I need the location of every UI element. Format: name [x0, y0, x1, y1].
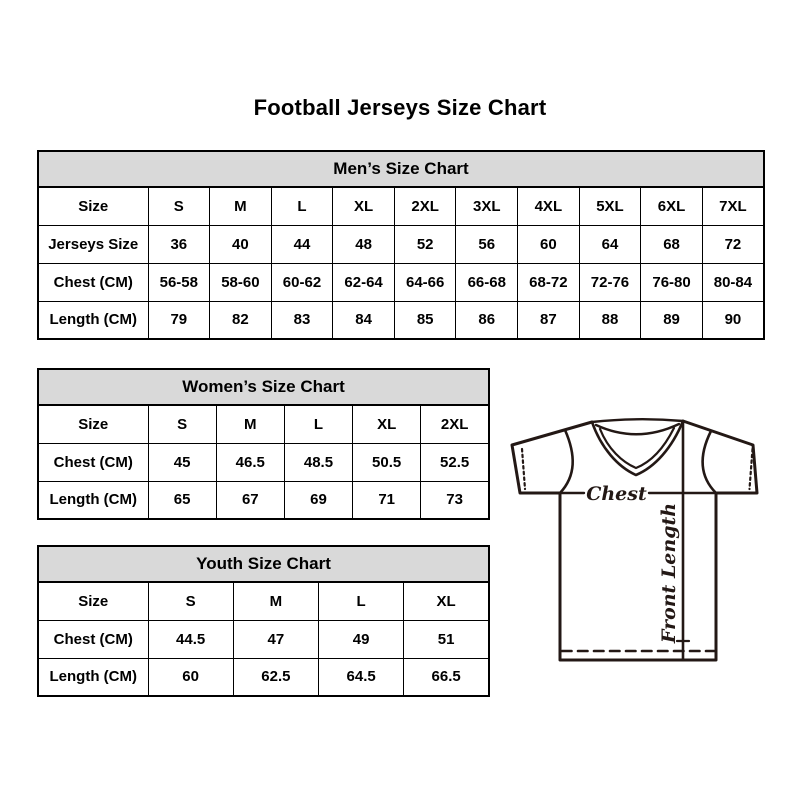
data-cell: 72-76: [579, 263, 641, 301]
data-cell: 60: [518, 225, 580, 263]
data-cell: 3XL: [456, 187, 518, 225]
table-row: [38, 481, 489, 519]
row-label: Chest (CM): [38, 620, 148, 658]
collar-back-arc: [596, 424, 679, 434]
data-cell: 45: [148, 443, 216, 481]
table-row: [38, 620, 489, 658]
left-armhole-seam: [560, 430, 573, 493]
page-title: Football Jerseys Size Chart: [253, 95, 547, 120]
row-label: Size: [38, 405, 148, 443]
data-cell: M: [210, 187, 272, 225]
data-cell: 62.5: [233, 658, 318, 696]
data-cell: 2XL: [421, 405, 489, 443]
table-row: [38, 443, 489, 481]
table-row: [38, 263, 764, 301]
data-cell: 2XL: [394, 187, 456, 225]
data-cell: 86: [456, 301, 518, 339]
data-cell: 76-80: [641, 263, 703, 301]
table-row: [38, 658, 489, 696]
data-cell: 56: [456, 225, 518, 263]
row-label: Chest (CM): [38, 443, 148, 481]
data-cell: 51: [404, 620, 489, 658]
jersey-measurement-diagram: [505, 413, 770, 673]
table-row: [38, 582, 489, 620]
data-cell: 82: [210, 301, 272, 339]
table-header-title: Youth Size Chart: [38, 546, 489, 582]
jersey-outline-shape: [512, 421, 757, 660]
data-cell: 87: [518, 301, 580, 339]
data-cell: 49: [319, 620, 404, 658]
data-cell: 64-66: [394, 263, 456, 301]
row-label: Size: [38, 582, 148, 620]
table-header-title: Women’s Size Chart: [38, 369, 489, 405]
data-cell: L: [319, 582, 404, 620]
data-cell: 72: [702, 225, 764, 263]
data-cell: 60-62: [271, 263, 333, 301]
data-cell: 50.5: [353, 443, 421, 481]
data-cell: 66.5: [404, 658, 489, 696]
data-cell: 65: [148, 481, 216, 519]
data-cell: 89: [641, 301, 703, 339]
data-cell: S: [148, 405, 216, 443]
table-row: [38, 301, 764, 339]
table-header-title: Men’s Size Chart: [38, 151, 764, 187]
data-cell: 83: [271, 301, 333, 339]
data-cell: 80-84: [702, 263, 764, 301]
row-label: Length (CM): [38, 301, 148, 339]
data-cell: M: [233, 582, 318, 620]
data-cell: L: [284, 405, 352, 443]
data-cell: 5XL: [579, 187, 641, 225]
data-cell: 44: [271, 225, 333, 263]
data-cell: 66-68: [456, 263, 518, 301]
data-cell: L: [271, 187, 333, 225]
left-cuff-dash: [522, 449, 525, 489]
data-cell: M: [216, 405, 284, 443]
collar-top-arc: [592, 419, 683, 422]
data-cell: 7XL: [702, 187, 764, 225]
row-label: Chest (CM): [38, 263, 148, 301]
mens-size-table: [37, 150, 765, 340]
data-cell: 90: [702, 301, 764, 339]
front-length-label: Front Length: [658, 502, 680, 644]
data-cell: 64: [579, 225, 641, 263]
data-cell: 52.5: [421, 443, 489, 481]
data-cell: 40: [210, 225, 272, 263]
womens-size-table: [37, 368, 490, 520]
data-cell: 47: [233, 620, 318, 658]
data-cell: 64.5: [319, 658, 404, 696]
data-cell: 46.5: [216, 443, 284, 481]
data-cell: 67: [216, 481, 284, 519]
data-cell: 71: [353, 481, 421, 519]
chest-label: Chest: [586, 483, 647, 505]
data-cell: 58-60: [210, 263, 272, 301]
data-cell: 68-72: [518, 263, 580, 301]
data-cell: 68: [641, 225, 703, 263]
data-cell: 79: [148, 301, 210, 339]
data-cell: 6XL: [641, 187, 703, 225]
table-header-row: [38, 546, 489, 582]
data-cell: 85: [394, 301, 456, 339]
youth-size-table: [37, 545, 490, 697]
row-label: Jerseys Size: [38, 225, 148, 263]
table-row: [38, 187, 764, 225]
table-header-row: [38, 369, 489, 405]
table-row: [38, 225, 764, 263]
table-header-row: [38, 151, 764, 187]
data-cell: 4XL: [518, 187, 580, 225]
jersey-diagram-svg: [505, 413, 770, 673]
table-row: [38, 405, 489, 443]
right-armhole-seam: [703, 431, 716, 493]
row-label: Length (CM): [38, 658, 148, 696]
data-cell: 48.5: [284, 443, 352, 481]
data-cell: 52: [394, 225, 456, 263]
data-cell: S: [148, 187, 210, 225]
data-cell: 69: [284, 481, 352, 519]
data-cell: 56-58: [148, 263, 210, 301]
data-cell: S: [148, 582, 233, 620]
data-cell: 62-64: [333, 263, 395, 301]
row-label: Length (CM): [38, 481, 148, 519]
data-cell: 60: [148, 658, 233, 696]
data-cell: XL: [333, 187, 395, 225]
data-cell: XL: [404, 582, 489, 620]
data-cell: 73: [421, 481, 489, 519]
data-cell: 84: [333, 301, 395, 339]
data-cell: 48: [333, 225, 395, 263]
data-cell: 36: [148, 225, 210, 263]
data-cell: 44.5: [148, 620, 233, 658]
row-label: Size: [38, 187, 148, 225]
data-cell: XL: [353, 405, 421, 443]
data-cell: 88: [579, 301, 641, 339]
right-cuff-dash: [750, 449, 753, 489]
